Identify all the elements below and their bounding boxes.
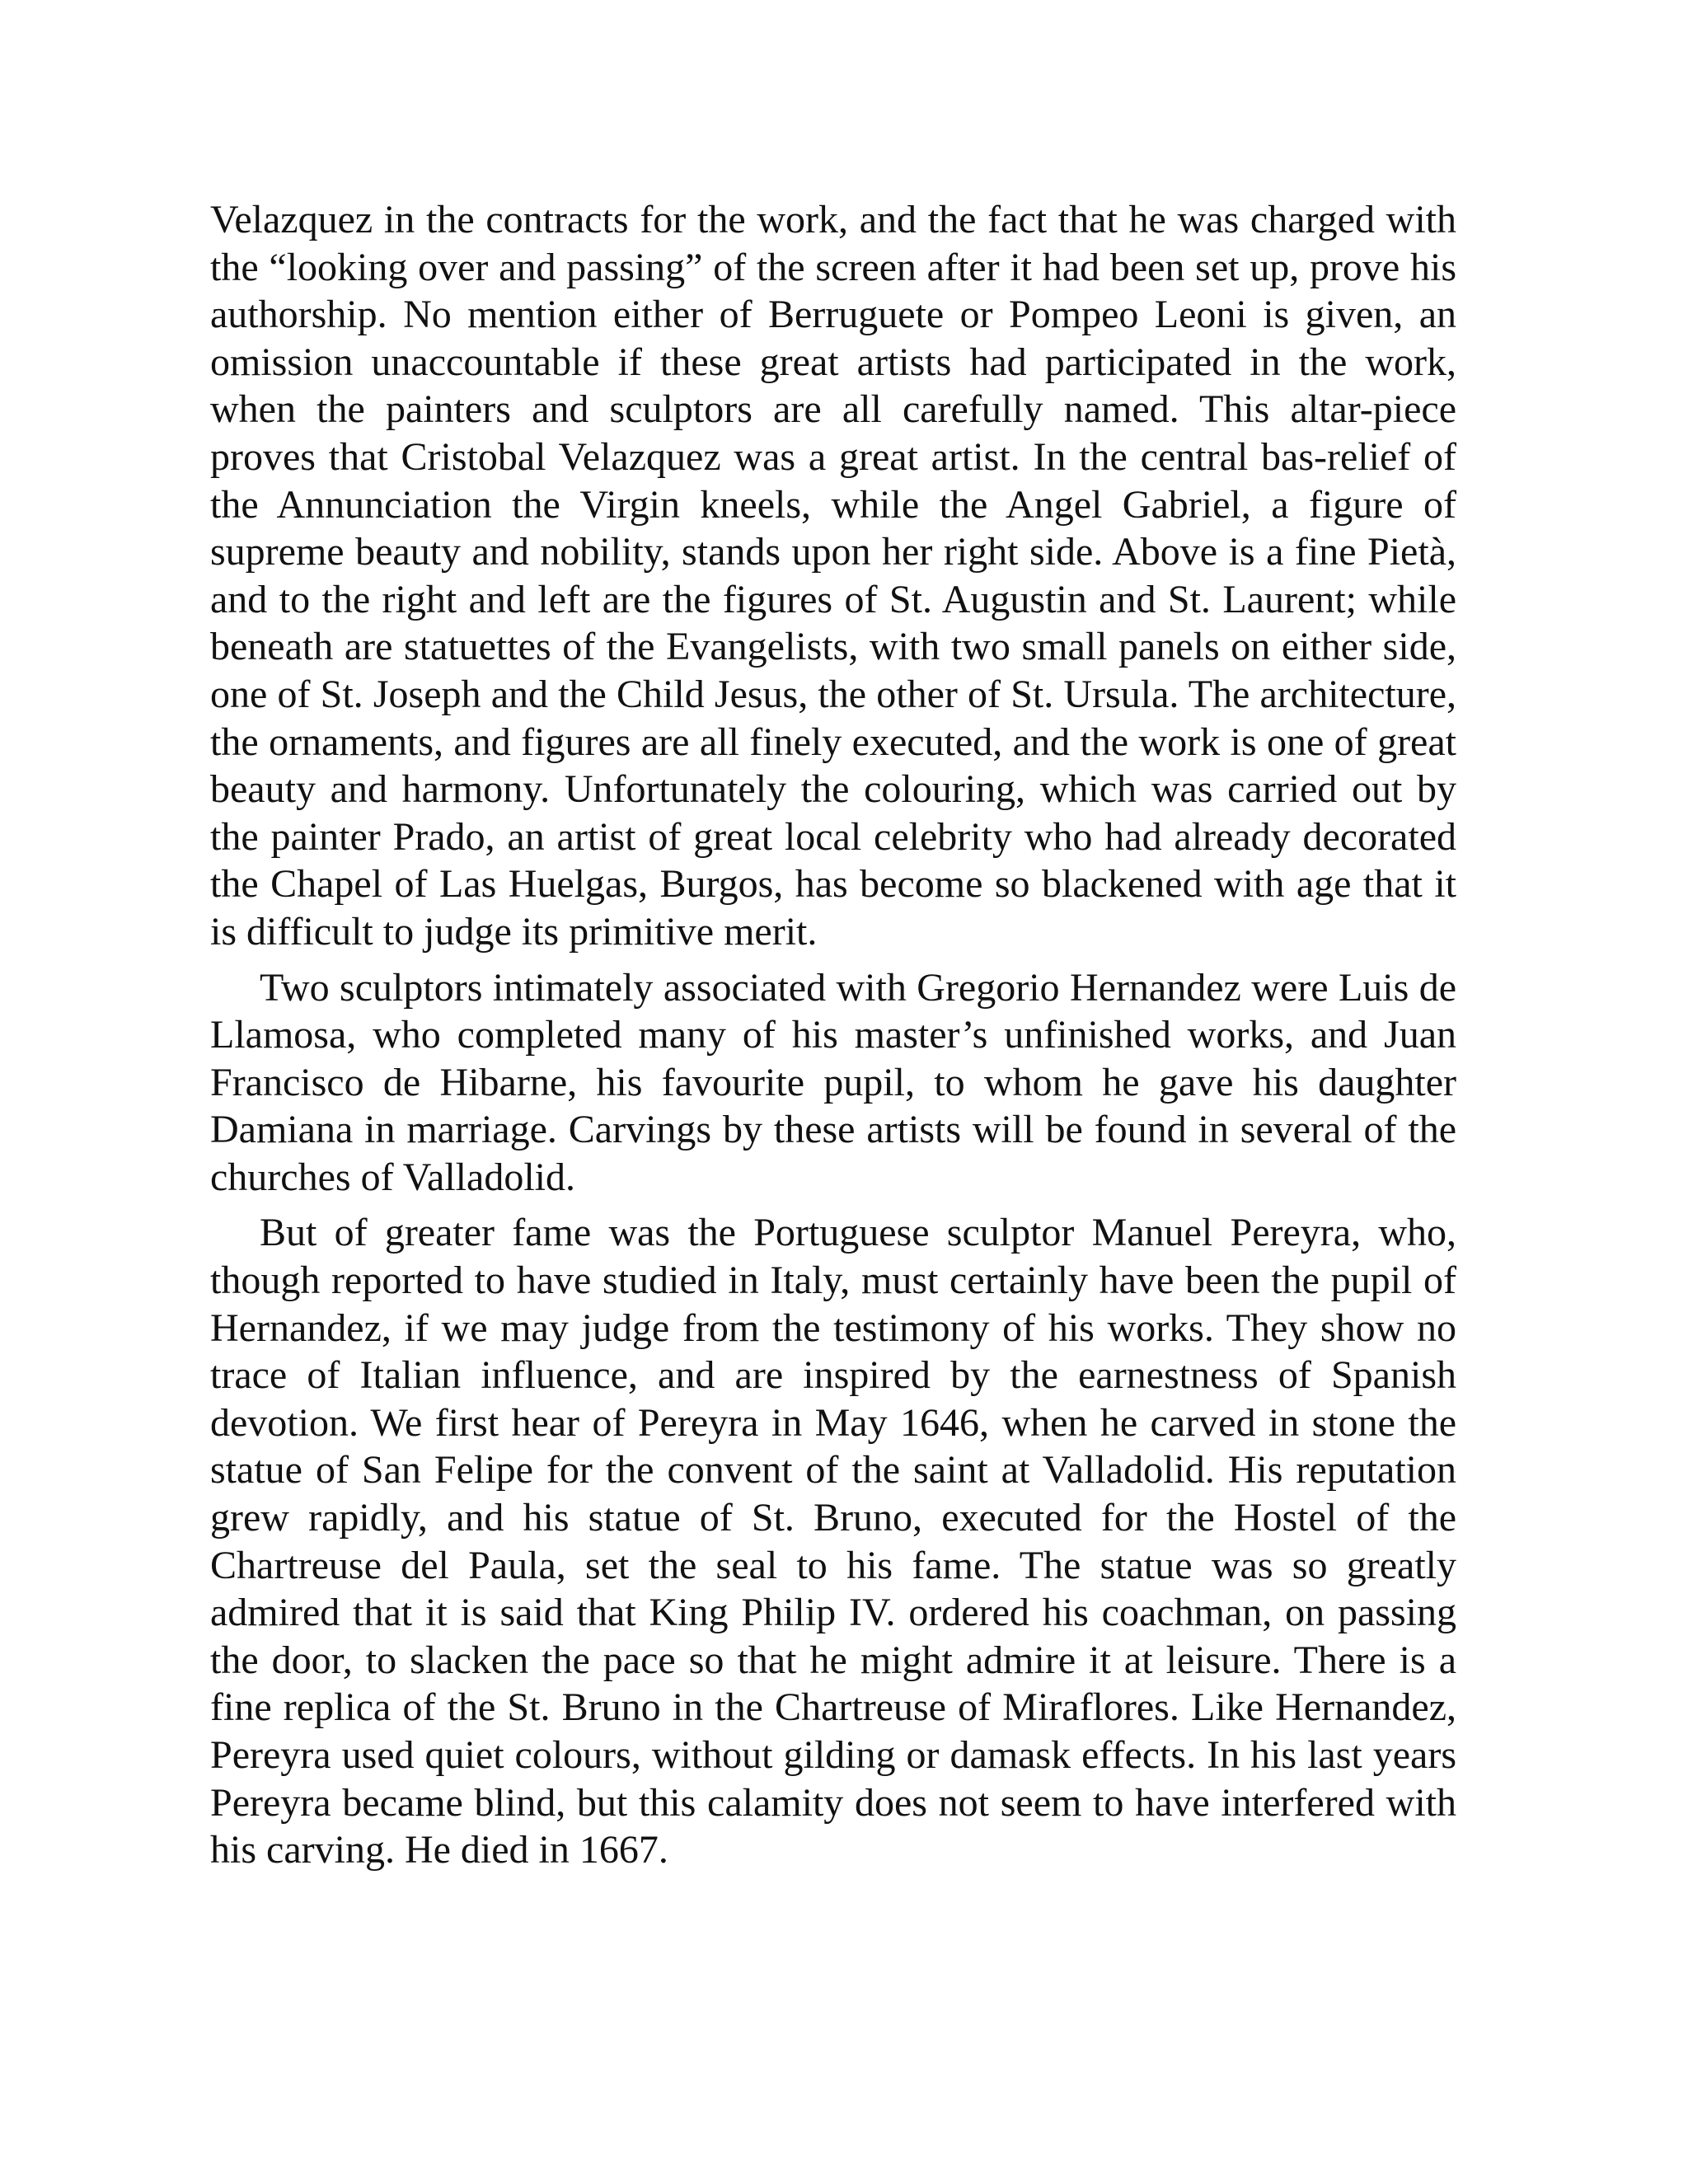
page-body [210,196,1456,1874]
paragraph-llamosa-hibarne: Two sculptors intimately associated with Gregorio Hernandez were Luis de Llamosa, who completed many of his master’s unfinished works, and Juan Francisco de Hibarne, his favourite pupil, to whom he gave his daughter Damiana in marriage. Carvings by these artists will be found in several of the churches of Valladolid. [210,965,1456,1199]
paragraph-continuation: Velazquez in the contracts for the work, and the fact that he was charged with the “looking over and passing” of the screen after it had been set up, prove his authorship. No mention either of Berruguete or Pompeo Leoni is given, an omission unaccountable if these great artists had participated in the work, when the painters and sculptors are all carefully named. This altar-piece proves that Cristobal Velazquez was a great artist. In the central bas-relief of the Annunciation the Virgin kneels, while the Angel Gabriel, a figure of supreme beauty and nobility, stands upon her right side. Above is a fine Pietà, and to the right and left are the figures of St. Augustin and St. Laurent; while beneath are statuettes of the Evangelists, with two small panels on either side, one of St. Joseph and the Child Jesus, the other of St. Ursula. The architecture, the ornaments, and figures are all finely executed, and the work is one of great beauty and harmony. Unfortunately the colouring, which was carried out by the painter Prado, an artist of great local celebrity who had already decorated the Chapel of Las Huelgas, Burgos, has become so blackened with age that it is difficult to judge its primitive merit. [210,198,1456,954]
paragraph-pereyra: But of greater fame was the Portuguese sculptor Manuel Pereyra, who, though reported to have studied in Italy, must certainly have been the pupil of Hernandez, if we may judge from the testimony of his works. They show no trace of Italian influence, and are inspired by the earnestness of Spanish devotion. We first hear of Pereyra in May 1646, when he carved in stone the statue of San Felipe for the convent of the saint at Valladolid. His reputation grew rapidly, and his statue of St. Bruno, executed for the Hostel of the Chartreuse del Paula, set the seal to his fame. The statue was so greatly admired that it is said that King Philip IV. ordered his coachman, on passing the door, to slacken the pace so that he might admire it at leisure. There is a fine replica of the St. Bruno in the Chartreuse of Miraflores. Like Hernandez, Pereyra used quiet colours, without gilding or damask effects. In his last years Pereyra became blind, but this calamity does not seem to have interfered with his carving. He died in 1667. [210,1211,1456,1872]
